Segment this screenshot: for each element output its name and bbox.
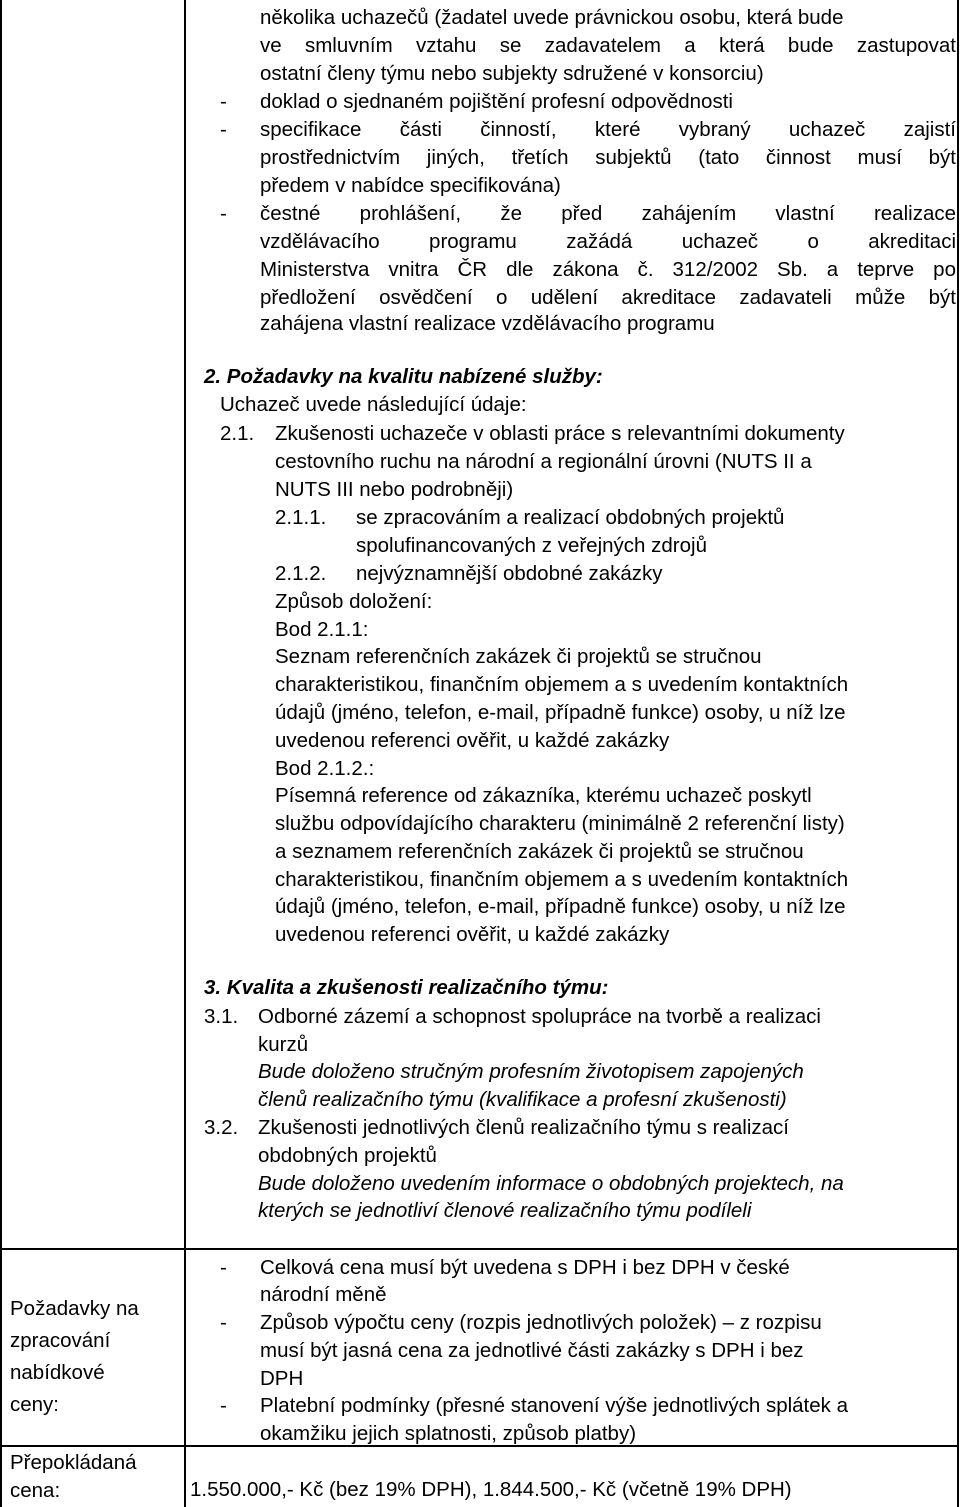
text-line: národní měně	[260, 1283, 387, 1306]
text-line: ostatní členy týmu nebo subjekty sdružené v konsorciu)	[260, 62, 764, 85]
text-line: nejvýznamnější obdobné zakázky	[356, 562, 663, 585]
bullet-dash: -	[220, 202, 227, 225]
text-line: doklad o sjednaném pojištění profesní odpovědnosti	[260, 90, 733, 113]
text-line: Ministerstva vnitra ČR dle zákona č. 312/2002 Sb. a teprve po	[260, 258, 956, 281]
item-number: 3.2.	[204, 1116, 239, 1139]
note-line: Bude doloženo stručným profesním životopisem zapojených	[258, 1060, 804, 1083]
text-line: předem v nabídce specifikována)	[260, 174, 561, 197]
row-label-line: ceny:	[10, 1393, 59, 1416]
left-border	[0, 0, 2, 1507]
text-line: čestné prohlášení, že před zahájením vlastní realizace	[260, 202, 956, 225]
text-line: Zkušenosti uchazeče v oblasti práce s relevantními dokumenty	[275, 422, 845, 445]
item-number: 2.1.2.	[275, 562, 327, 585]
note-line: členů realizačního týmu (kvalifikace a profesní zkušenosti)	[258, 1088, 787, 1111]
bullet-dash: -	[220, 1394, 227, 1417]
text-line: Celková cena musí být uvedena s DPH i bez DPH v české	[260, 1256, 790, 1279]
text-line: službu odpovídajícího charakteru (minimálně 2 referenční listy)	[275, 812, 845, 835]
bullet-dash: -	[220, 1256, 227, 1279]
bullet-dash: -	[220, 1311, 227, 1334]
text-line: a seznamem referenčních zakázek či projektů se stručnou	[275, 840, 804, 863]
right-border	[957, 0, 959, 1507]
text-line: Zkušenosti jednotlivých členů realizačního týmu s realizací	[258, 1116, 789, 1139]
bullet-dash: -	[220, 118, 227, 141]
text-line: charakteristikou, finančním objemem a s uvedením kontaktních	[275, 673, 849, 696]
text-line: Seznam referenčních zakázek či projektů se stručnou	[275, 645, 762, 668]
text-line: ve smluvním vztahu se zadavatelem a která bude zastupovat	[260, 34, 956, 57]
text-line: kurzů	[258, 1033, 309, 1056]
text-line: obdobných projektů	[258, 1144, 437, 1167]
note-line: Bude doloženo uvedením informace o obdobných projektech, na	[258, 1172, 844, 1195]
item-number: 3.1.	[204, 1005, 239, 1028]
section-3-heading: 3. Kvalita a zkušenosti realizačního týmu:	[204, 976, 609, 999]
note-line: kterých se jednotliví členové realizačního týmu podíleli	[258, 1199, 752, 1222]
item-number: 2.1.1.	[275, 506, 327, 529]
column-divider	[184, 0, 186, 1507]
text-line: NUTS III nebo podrobněji)	[275, 478, 514, 501]
text-line: Písemná reference od zákazníka, kterému uchazeč poskytl	[275, 784, 812, 807]
text-line: údajů (jméno, telefon, e-mail, případně funkce) osoby, u níž lze	[275, 895, 846, 918]
text-line: předložení osvědčení o udělení akreditace zadavateli může být	[260, 286, 956, 309]
estimated-price-value: 1.550.000,- Kč (bez 19% DPH), 1.844.500,- Kč (včetně 19% DPH)	[190, 1478, 792, 1501]
text-line: údajů (jméno, telefon, e-mail, případně funkce) osoby, u níž lze	[275, 701, 846, 724]
text-line: uvedenou referenci ověřit, u každé zakázky	[275, 729, 670, 752]
text-line: se zpracováním a realizací obdobných projektů	[356, 506, 785, 529]
text-line: několika uchazečů (žadatel uvede právnickou osobu, která bude	[260, 6, 844, 29]
row-label-line: cena:	[10, 1479, 61, 1502]
text-line: okamžiku jejich splatnosti, způsob platby)	[260, 1422, 637, 1445]
documentation-method-label: Způsob doložení:	[275, 590, 433, 613]
text-line: specifikace části činností, které vybraný uchazeč zajistí	[260, 118, 956, 141]
text-line: musí být jasná cena za jednotlivé části zakázky s DPH i bez	[260, 1339, 804, 1362]
bod-label: Bod 2.1.1:	[275, 618, 369, 641]
text-line: Platební podmínky (přesné stanovení výše jednotlivých splátek a	[260, 1394, 848, 1417]
bullet-dash: -	[220, 90, 227, 113]
text-line: Odborné zázemí a schopnost spolupráce na tvorbě a realizaci	[258, 1005, 821, 1028]
text-line: DPH	[260, 1367, 304, 1390]
section-2-heading: 2. Požadavky na kvalitu nabízené služby:	[204, 365, 603, 388]
bod-label: Bod 2.1.2.:	[275, 757, 375, 780]
row-label-line: zpracování	[10, 1329, 111, 1352]
section-2-intro: Uchazeč uvede následující údaje:	[220, 393, 527, 416]
row-label-line: Přepokládaná	[10, 1451, 137, 1474]
item-number: 2.1.	[220, 422, 255, 445]
text-line: charakteristikou, finančním objemem a s uvedením kontaktních	[275, 868, 849, 891]
row-label-line: Požadavky na	[10, 1297, 139, 1320]
text-line: prostřednictvím jiných, třetích subjektů (tato činnost musí být	[260, 146, 956, 169]
row-label-line: nabídkové	[10, 1361, 105, 1384]
text-line: uvedenou referenci ověřit, u každé zakázky	[275, 923, 670, 946]
text-line: spolufinancovaných z veřejných zdrojů	[356, 534, 707, 557]
text-line: cestovního ruchu na národní a regionální úrovni (NUTS II a	[275, 450, 812, 473]
text-line: vzdělávacího programu zažádá uchazeč o akreditaci	[260, 230, 956, 253]
text-line: zahájena vlastní realizace vzdělávacího programu	[260, 312, 715, 335]
text-line: Způsob výpočtu ceny (rozpis jednotlivých položek) – z rozpisu	[260, 1311, 822, 1334]
row-divider-price	[0, 1248, 959, 1250]
